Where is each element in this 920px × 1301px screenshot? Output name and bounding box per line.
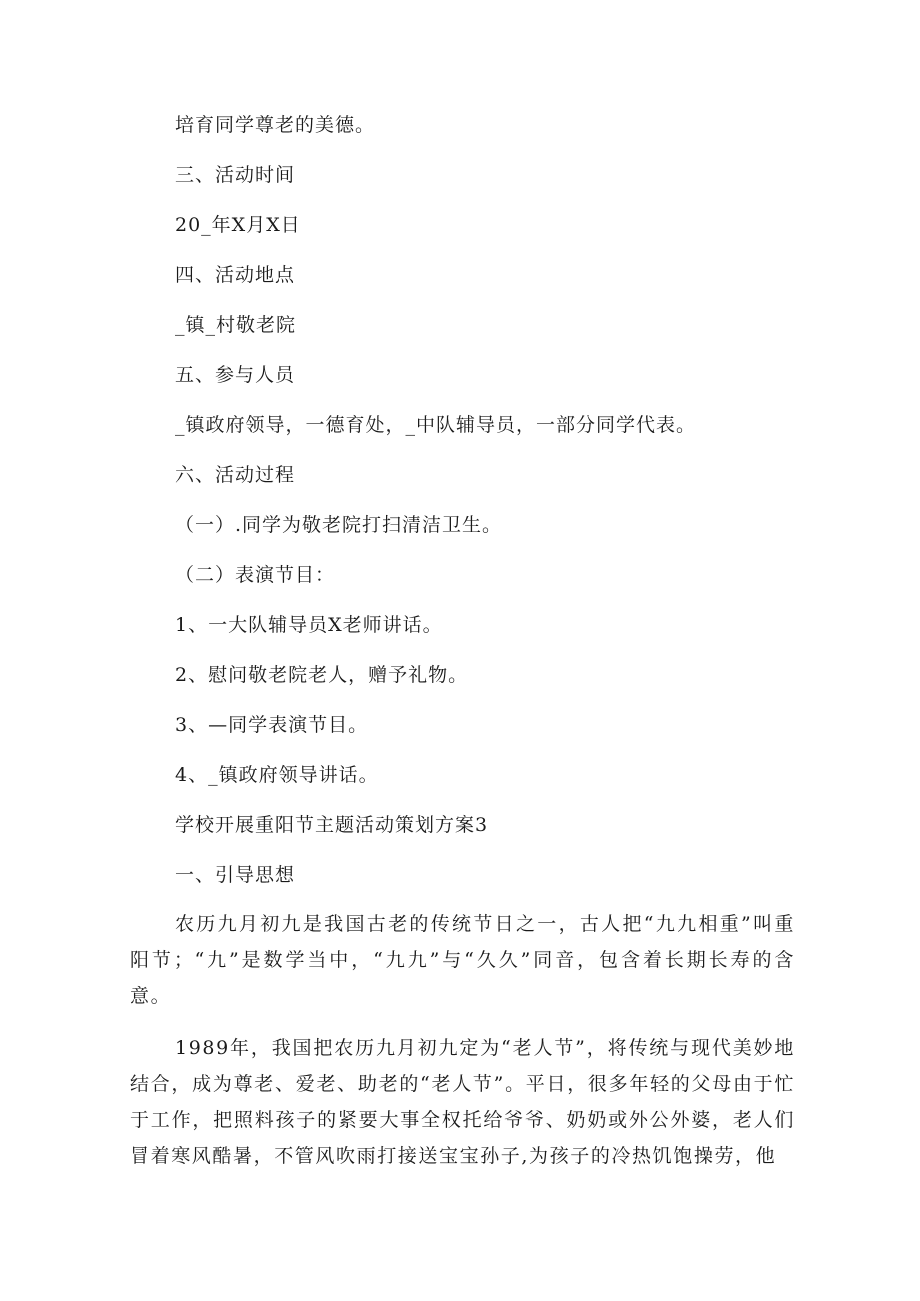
section-heading-guiding-thought: 一、引导思想 xyxy=(175,864,296,886)
section-heading-time: 三、活动时间 xyxy=(175,164,296,186)
section-heading-location: 四、活动地点 xyxy=(175,264,296,286)
body-paragraph: 1989年，我国把农历九月初九定为“老人节”，将传统与现代美妙地结合，成为尊老、爱老、助老的“老人节”。平日，很多年轻的父母由于忙于工作，把照料孩子的紧要大事全权托给爷爷、奶奶或外公外婆，老人们冒着寒风酷暑，不管风吹雨打接送宝宝孙子,为孩子的冷热饥饱操劳，他 xyxy=(130,1037,795,1167)
section-heading-process: 六、活动过程 xyxy=(175,464,296,486)
list-item: 2、慰问敬老院老人，赠予礼物。 xyxy=(175,664,469,686)
text-line: （一）.同学为敬老院打扫清洁卫生。 xyxy=(175,514,503,536)
document-subtitle: 学校开展重阳节主题活动策划方案3 xyxy=(175,814,489,836)
list-item: 3、—同学表演节目。 xyxy=(175,714,369,736)
section-heading-participants: 五、参与人员 xyxy=(175,364,296,386)
list-item: 4、_镇政府领导讲话。 xyxy=(175,764,379,786)
list-item: 1、一大队辅导员X老师讲话。 xyxy=(175,614,443,636)
text-line: 培育同学尊老的美德。 xyxy=(175,114,376,136)
text-line: _镇_村敬老院 xyxy=(175,314,297,336)
text-line: _镇政府领导，一德育处，_中队辅导员，一部分同学代表。 xyxy=(175,414,697,436)
text-line: （二）表演节目： xyxy=(175,564,336,586)
text-line: 20_年X月X日 xyxy=(175,214,301,236)
body-paragraph: 农历九月初九是我国古老的传统节日之一，古人把“九九相重”叫重阳节；“九”是数学当中，“九九”与“久久”同音，包含着长期长寿的含意。 xyxy=(130,913,795,1007)
